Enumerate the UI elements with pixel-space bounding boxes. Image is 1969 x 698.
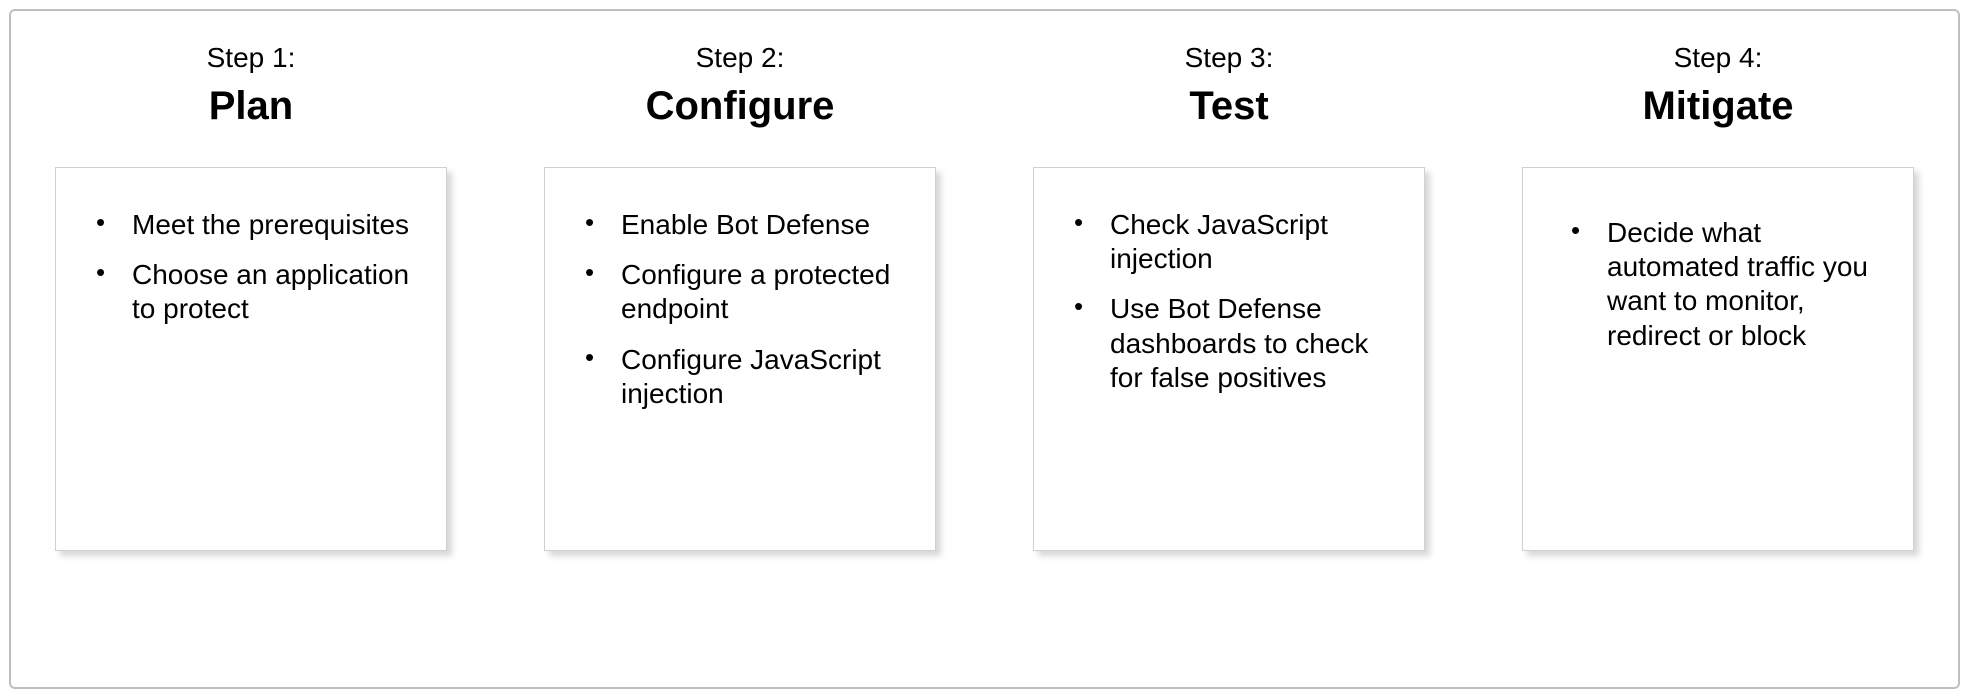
step-3-bullet-list xyxy=(1056,208,1398,396)
step-4-title: Mitigate xyxy=(1642,83,1794,128)
step-4-card xyxy=(1522,167,1914,551)
list-item: • Use Bot Defense dashboards to check for false positives xyxy=(1056,292,1398,395)
step-1-eyebrow: Step 1: xyxy=(206,42,296,73)
step-4-bullet-list xyxy=(1553,216,1887,354)
list-item: • Decide what automated traffic you want to monitor, redirect or block xyxy=(1553,216,1887,354)
list-item: • Meet the prerequisites xyxy=(78,208,420,242)
step-3-card xyxy=(1033,167,1425,551)
step-4 xyxy=(1508,41,1928,551)
list-item: • Check JavaScript injection xyxy=(1056,208,1398,277)
step-2-title: Configure xyxy=(645,83,835,128)
step-1 xyxy=(41,41,461,551)
step-3-eyebrow: Step 3: xyxy=(1184,42,1274,73)
step-2 xyxy=(530,41,950,551)
step-1-bullet-list xyxy=(78,208,420,327)
step-2-card xyxy=(544,167,936,551)
step-2-eyebrow: Step 2: xyxy=(695,42,785,73)
step-3-title: Test xyxy=(1189,83,1269,128)
list-item: • Enable Bot Defense xyxy=(567,208,909,242)
list-item: • Configure a protected endpoint xyxy=(567,258,909,327)
step-4-eyebrow: Step 4: xyxy=(1673,42,1763,73)
list-item: • Configure JavaScript injection xyxy=(567,343,909,412)
step-1-card xyxy=(55,167,447,551)
list-item: • Choose an application to protect xyxy=(78,258,420,327)
step-3 xyxy=(1019,41,1439,551)
steps-row xyxy=(41,41,1928,657)
step-1-title: Plan xyxy=(208,83,294,128)
step-2-bullet-list xyxy=(567,208,909,412)
diagram-frame xyxy=(9,9,1960,689)
